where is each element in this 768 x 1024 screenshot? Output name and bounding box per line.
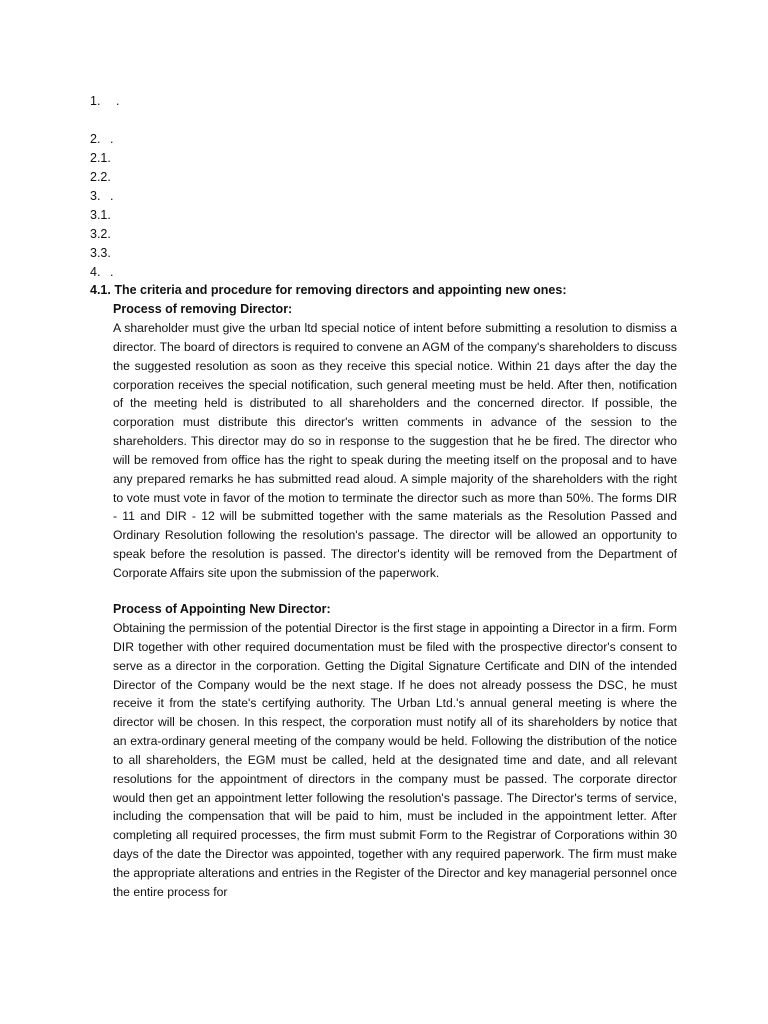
outline-item-2 — [90, 130, 690, 149]
removing-director-section — [113, 300, 677, 583]
outline-number: 4. — [90, 265, 101, 279]
outline-number: 3. — [90, 189, 101, 203]
outline-item-2-1 — [90, 149, 690, 168]
section-heading: 4.1. The criteria and procedure for removing directors and appointing new ones: — [90, 283, 567, 297]
outline-item-3 — [90, 187, 690, 206]
outline-number: 1. — [90, 94, 101, 108]
outline-number: 2. — [90, 132, 101, 146]
outline-text: . — [110, 132, 114, 146]
outline-item-3-2 — [90, 225, 690, 244]
outline-number: 2.1. — [90, 151, 111, 165]
outline-text: . — [116, 94, 120, 108]
removing-director-title: Process of removing Director: — [113, 302, 293, 316]
outline-text: . — [110, 189, 114, 203]
removing-director-paragraph: A shareholder must give the urban ltd special notice of intent before submitting a resolution to dismiss a director. The board of directors is required to convene an AGM of the company's shareholders to discuss the suggested resolution as soon as they receive this special notice. Within 21 days after the day the corporation receives the special notification, such general meeting must be held. After then, notification of the meeting held is distributed to all shareholders and the concerned director. If possible, the corporation must distribute this director's written comments in advance of the session to the shareholders. This director may do so in response to the suggestion that he be fired. The director who will be removed from office has the right to speak during the meeting itself on the proposal and to have any prepared remarks he has submitted read aloud. A simple majority of the shareholders with the right to vote must vote in favor of the motion to terminate the director such as more than 50%. The forms DIR - 11 and DIR - 12 will be submitted together with the same materials as the Resolution Passed and Ordinary Resolution following the resolution's passage. The director will be allowed an opportunity to speak before the resolution is passed. The director's identity will be removed from the Department of Corporate Affairs site upon the submission of the paperwork. — [113, 321, 677, 580]
appointing-director-title: Process of Appointing New Director: — [113, 602, 331, 616]
outline-spacer — [90, 111, 690, 130]
outline-text: . — [110, 265, 114, 279]
outline-number: 2.2. — [90, 170, 111, 184]
appointing-director-paragraph: Obtaining the permission of the potential Director is the first stage in appointing a Director in a firm. Form DIR together with other required documentation must be filed with the prospective director's consent to serve as a director in the corporation. Getting the Digital Signature Certificate and DIN of the intended Director of the Company would be the next stage. If he does not already possess the DSC, he must receive it from the state's certifying authority. The Urban Ltd.'s annual general meeting is where the director will be chosen. In this respect, the corporation must notify all of its shareholders by notice that an extra-ordinary general meeting of the company would be held. Following the distribution of the notice to all shareholders, the EGM must be called, held at the designated time and date, and all relevant resolutions for the appointment of directors in the company must be passed. The corporate director would then get an appointment letter following the resolution's passage. The Director's terms of service, including the compensation that will be paid to him, must be included in the appointment letter. After completing all required processes, the firm must submit Form to the Registrar of Corporations within 30 days of the date the Director was appointed, together with any required paperwork. The firm must make the appropriate alterations and entries in the Register of the Director and key managerial personnel once the entire process for — [113, 621, 677, 899]
outline-item-3-3 — [90, 244, 690, 263]
outline-item-4 — [90, 263, 690, 282]
outline-item-2-2 — [90, 168, 690, 187]
outline-item-3-1 — [90, 206, 690, 225]
outline-number: 3.1. — [90, 208, 111, 222]
outline-item-1 — [90, 92, 690, 111]
appointing-director-section — [113, 600, 677, 902]
outline-number: 3.2. — [90, 227, 111, 241]
section-outline — [90, 92, 690, 282]
outline-number: 3.3. — [90, 246, 111, 260]
